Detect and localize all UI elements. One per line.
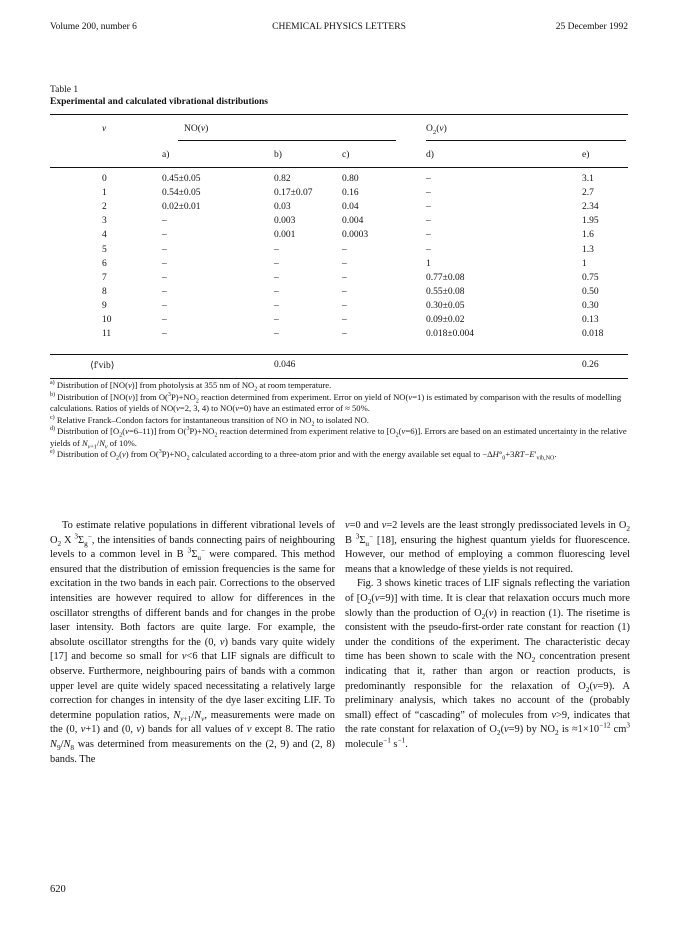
table-cell-o2-d: – [426, 202, 431, 213]
table-cell-no-c: – [342, 315, 347, 325]
table-cell-o2-d: 0.77±0.08 [426, 272, 465, 283]
o2-group-rule [426, 140, 626, 141]
table-cell-no-c: 0.80 [342, 174, 359, 184]
page-number: 620 [50, 884, 66, 895]
avg-row-label: ⟨f'vib⟩ [90, 361, 115, 371]
table-cell-o2-d: 0.30±0.05 [426, 300, 465, 311]
footnote-e: $^{e)}$ Distribution of $O_2(v)$ from $O(^3P)+NO_2$ calculated according to a three-atom prior and with the energy available set equal to $-\Delta H^\circ_0+3RT-E'_{vib,NO}$. [50, 449, 557, 462]
table-cell-no-c: – [342, 244, 347, 255]
table-cell-o2-e: 1.3 [582, 244, 594, 255]
table-cell-no-c: 0.16 [342, 188, 359, 199]
avg-row-value-b: 0.046 [274, 360, 296, 370]
table-cell-o2-d: – [426, 216, 431, 227]
table-cell-no-a: – [162, 272, 167, 283]
table-cell-no-a: – [162, 300, 167, 311]
table-cell-no-a: – [162, 315, 167, 325]
table-cell-no-c: 0.004 [342, 216, 364, 227]
sub-header: d) [426, 150, 434, 160]
table-cell-no-b: – [274, 300, 279, 311]
table-footnotes [50, 380, 630, 461]
table-top-rule [50, 114, 628, 115]
table-cell-o2-e: 2.7 [582, 188, 594, 199]
header-date: 25 December 1992 [555, 22, 628, 32]
table-cell-o2-e: 1 [582, 258, 587, 269]
table-cell-o2-d: – [426, 230, 431, 241]
table-cell-v: 11 [102, 329, 112, 340]
table-cell-o2-e: 1.6 [582, 230, 594, 241]
table-cell-no-c: – [342, 258, 347, 269]
table-cell-o2-d: 1 [426, 258, 431, 269]
sub-header: c) [342, 150, 350, 160]
table-cell-v: 3 [102, 216, 107, 227]
header-volume: Volume 200, number 6 [50, 22, 137, 32]
footnote-b: $^{b)}$ Distribution of [NO(v)] from $O(^3P)+NO_2$ reaction determined from experiment. Error on yield of NO(v=1) is estimated by comparison with the results of modelling calculations. Ratios of yields of NO(v=2, 3, 4) to NO(v=0) have an estimated error of ≈ 50%. [50, 391, 622, 413]
table-cell-no-b: – [274, 272, 279, 283]
running-header [50, 22, 628, 36]
table-cell-no-a: – [162, 230, 167, 241]
table-cell-v: 1 [102, 188, 107, 199]
table-cell-no-b: – [274, 329, 279, 340]
table-cell-no-a: 0.02±0.01 [162, 202, 201, 213]
table-bottom-rule [50, 378, 628, 379]
table-cell-no-b: – [274, 258, 279, 269]
table-cell-no-c: – [342, 329, 347, 340]
avg-row-value-e: 0.26 [582, 360, 599, 370]
table-header-rule [50, 167, 628, 168]
table-cell-no-b: 0.003 [274, 216, 296, 227]
table-cell-no-a: 0.45±0.05 [162, 174, 201, 184]
table-cell-o2-e: 1.95 [582, 216, 599, 227]
table-cell-o2-e: 0.018 [582, 329, 604, 340]
col-header-v: v [102, 124, 107, 134]
sub-header: a) [162, 150, 170, 160]
col-header-o2: $O_2(v)$ [426, 124, 447, 136]
footnote-d: $^{d)}$ Distribution of $[O_2(v=6-11)]$ from $O(^3P)+NO_2$ reaction determined from experiment relative to $[O_2(v=6)]$. Errors are based on an estimated uncertainty in the relative yields of $N_{v+1}/N_v$ of 10%. [50, 426, 627, 451]
table-cell-o2-e: 0.30 [582, 300, 599, 311]
table-cell-no-a: 0.54±0.05 [162, 188, 201, 199]
table-cell-o2-d: 0.018±0.004 [426, 329, 474, 340]
table-cell-o2-d: – [426, 174, 431, 184]
footnote-c: $^{c)}$ Relative Franck–Condon factors for instantaneous transition of NO in $NO_2$ to isolated NO. [50, 414, 369, 428]
right-paragraph-2: Fig. 3 shows kinetic traces of LIF signals reflecting the variation of $[O_2(v=9)]$ with time. It is clear that relaxation occurs much more slowly than the production of $O_2(v)$ in reaction (1). The risetime is consistent with the pseudo-first-order rate constant for reaction (1) under the conditions of the experiment. The characteristic decay time has been shown to scale with the $NO_2$ concentration present indicating that it, rather than argon or reaction products, is predominantly responsible for the relaxation of $O_2(v=9)$. A preliminary analysis, which takes no account of the (probably small) effect of “cascading” of molecules from v>9, indicates that the rate constant for relaxation of $O_2(v=9)$ by $NO_2$ is $\approx 1\times 10^{-12}$ $cm^3$ molecule$^{-1}$ $s^{-1}$. [345, 578, 631, 750]
table-cell-no-a: – [162, 286, 167, 297]
table-cell-v: 10 [102, 315, 112, 325]
table-cell-v: 8 [102, 286, 107, 297]
table-cell-no-c: – [342, 300, 347, 311]
table-cell-v: 9 [102, 300, 107, 311]
table-cell-o2-d: – [426, 188, 431, 199]
table-cell-v: 4 [102, 230, 107, 241]
table-cell-no-b: 0.82 [274, 174, 291, 184]
table-title: Experimental and calculated vibrational distributions [50, 97, 268, 107]
table-caption [50, 84, 268, 108]
left-paragraph: To estimate relative populations in different vibrational levels of $O_2$ X $^3\Sigma_g^-$, the intensities of bands connecting pairs of neighbouring levels to a common level in B $^3\Sigma_u^-$ were compared. This method ensured that the distribution of emission frequencies is the same for excitation in the two bands in each pair. Corrections to the observed intensities are however required to allow for differences in the oscillator strengths of different bands and for changes in the probe laser intensity. Both factors are quite large. For example, the absolute oscillator strengths for the (0, v) bands vary quite widely [17] and become so small for v<6 that LIF signals are difficult to observe. Furthermore, neighbouring pairs of bands with a common upper level are quite widely spaced necessitating a relatively large correction for changes in intensity of the dye laser exciting LIF. To determine population ratios, $N_{v+1}/N_v$, measurements were made on the (0, v+1) and (0, v) bands for all values of v except 8. The ratio $N_9/N_8$ was determined from measurements on the (2, 9) and (2, 8) bands. The [50, 520, 335, 765]
table-cell-o2-d: 0.55±0.08 [426, 286, 465, 297]
body-left-column [50, 519, 335, 767]
table-cell-v: 5 [102, 244, 107, 255]
table-cell-no-a: – [162, 258, 167, 269]
table-cell-o2-e: 0.75 [582, 272, 599, 283]
table-cell-no-a: – [162, 216, 167, 227]
table-cell-no-c: – [342, 272, 347, 283]
table-cell-o2-d: 0.09±0.02 [426, 315, 465, 325]
table-cell-o2-e: 0.50 [582, 286, 599, 297]
table-cell-o2-d: – [426, 244, 431, 255]
table-body-rule [50, 354, 628, 355]
header-journal: CHEMICAL PHYSICS LETTERS [272, 22, 406, 32]
table-label: Table 1 [50, 85, 79, 95]
table-cell-v: 7 [102, 272, 107, 283]
table-cell-no-a: – [162, 244, 167, 255]
table-cell-no-b: – [274, 315, 279, 325]
table-cell-no-b: 0.001 [274, 230, 296, 241]
table-cell-no-c: 0.0003 [342, 230, 369, 241]
body-right-column [345, 519, 630, 753]
col-header-no: NO(v) [184, 124, 209, 134]
table-cell-v: 6 [102, 258, 107, 269]
right-paragraph-1: v=0 and v=2 levels are the least strongly predissociated levels in $O_2$ B $^3\Sigma_u^-$ [18], ensuring the highest quantum yields for fluorescence. However, our method of employing a common fluorescing level means that a knowledge of these yields is not required. [345, 520, 631, 575]
table-cell-no-b: 0.03 [274, 202, 291, 213]
table-cell-no-a: – [162, 329, 167, 340]
sub-header: b) [274, 150, 282, 160]
table-cell-v: 2 [102, 202, 107, 213]
footnote-a: $^{a)}$ Distribution of [NO(v)] from photolysis at 355 nm of $NO_2$ at room temperature. [50, 380, 332, 393]
sub-header: e) [582, 150, 590, 160]
table-cell-no-c: 0.04 [342, 202, 359, 213]
table-cell-v: 0 [102, 174, 107, 184]
table-cell-o2-e: 0.13 [582, 315, 599, 325]
table-cell-no-b: – [274, 244, 279, 255]
table-cell-o2-e: 2.34 [582, 202, 599, 213]
table-cell-no-b: 0.17±0.07 [274, 188, 313, 199]
table-cell-no-c: – [342, 286, 347, 297]
no-group-rule [178, 140, 396, 141]
table-cell-no-b: – [274, 286, 279, 297]
table-cell-o2-e: 3.1 [582, 174, 594, 184]
